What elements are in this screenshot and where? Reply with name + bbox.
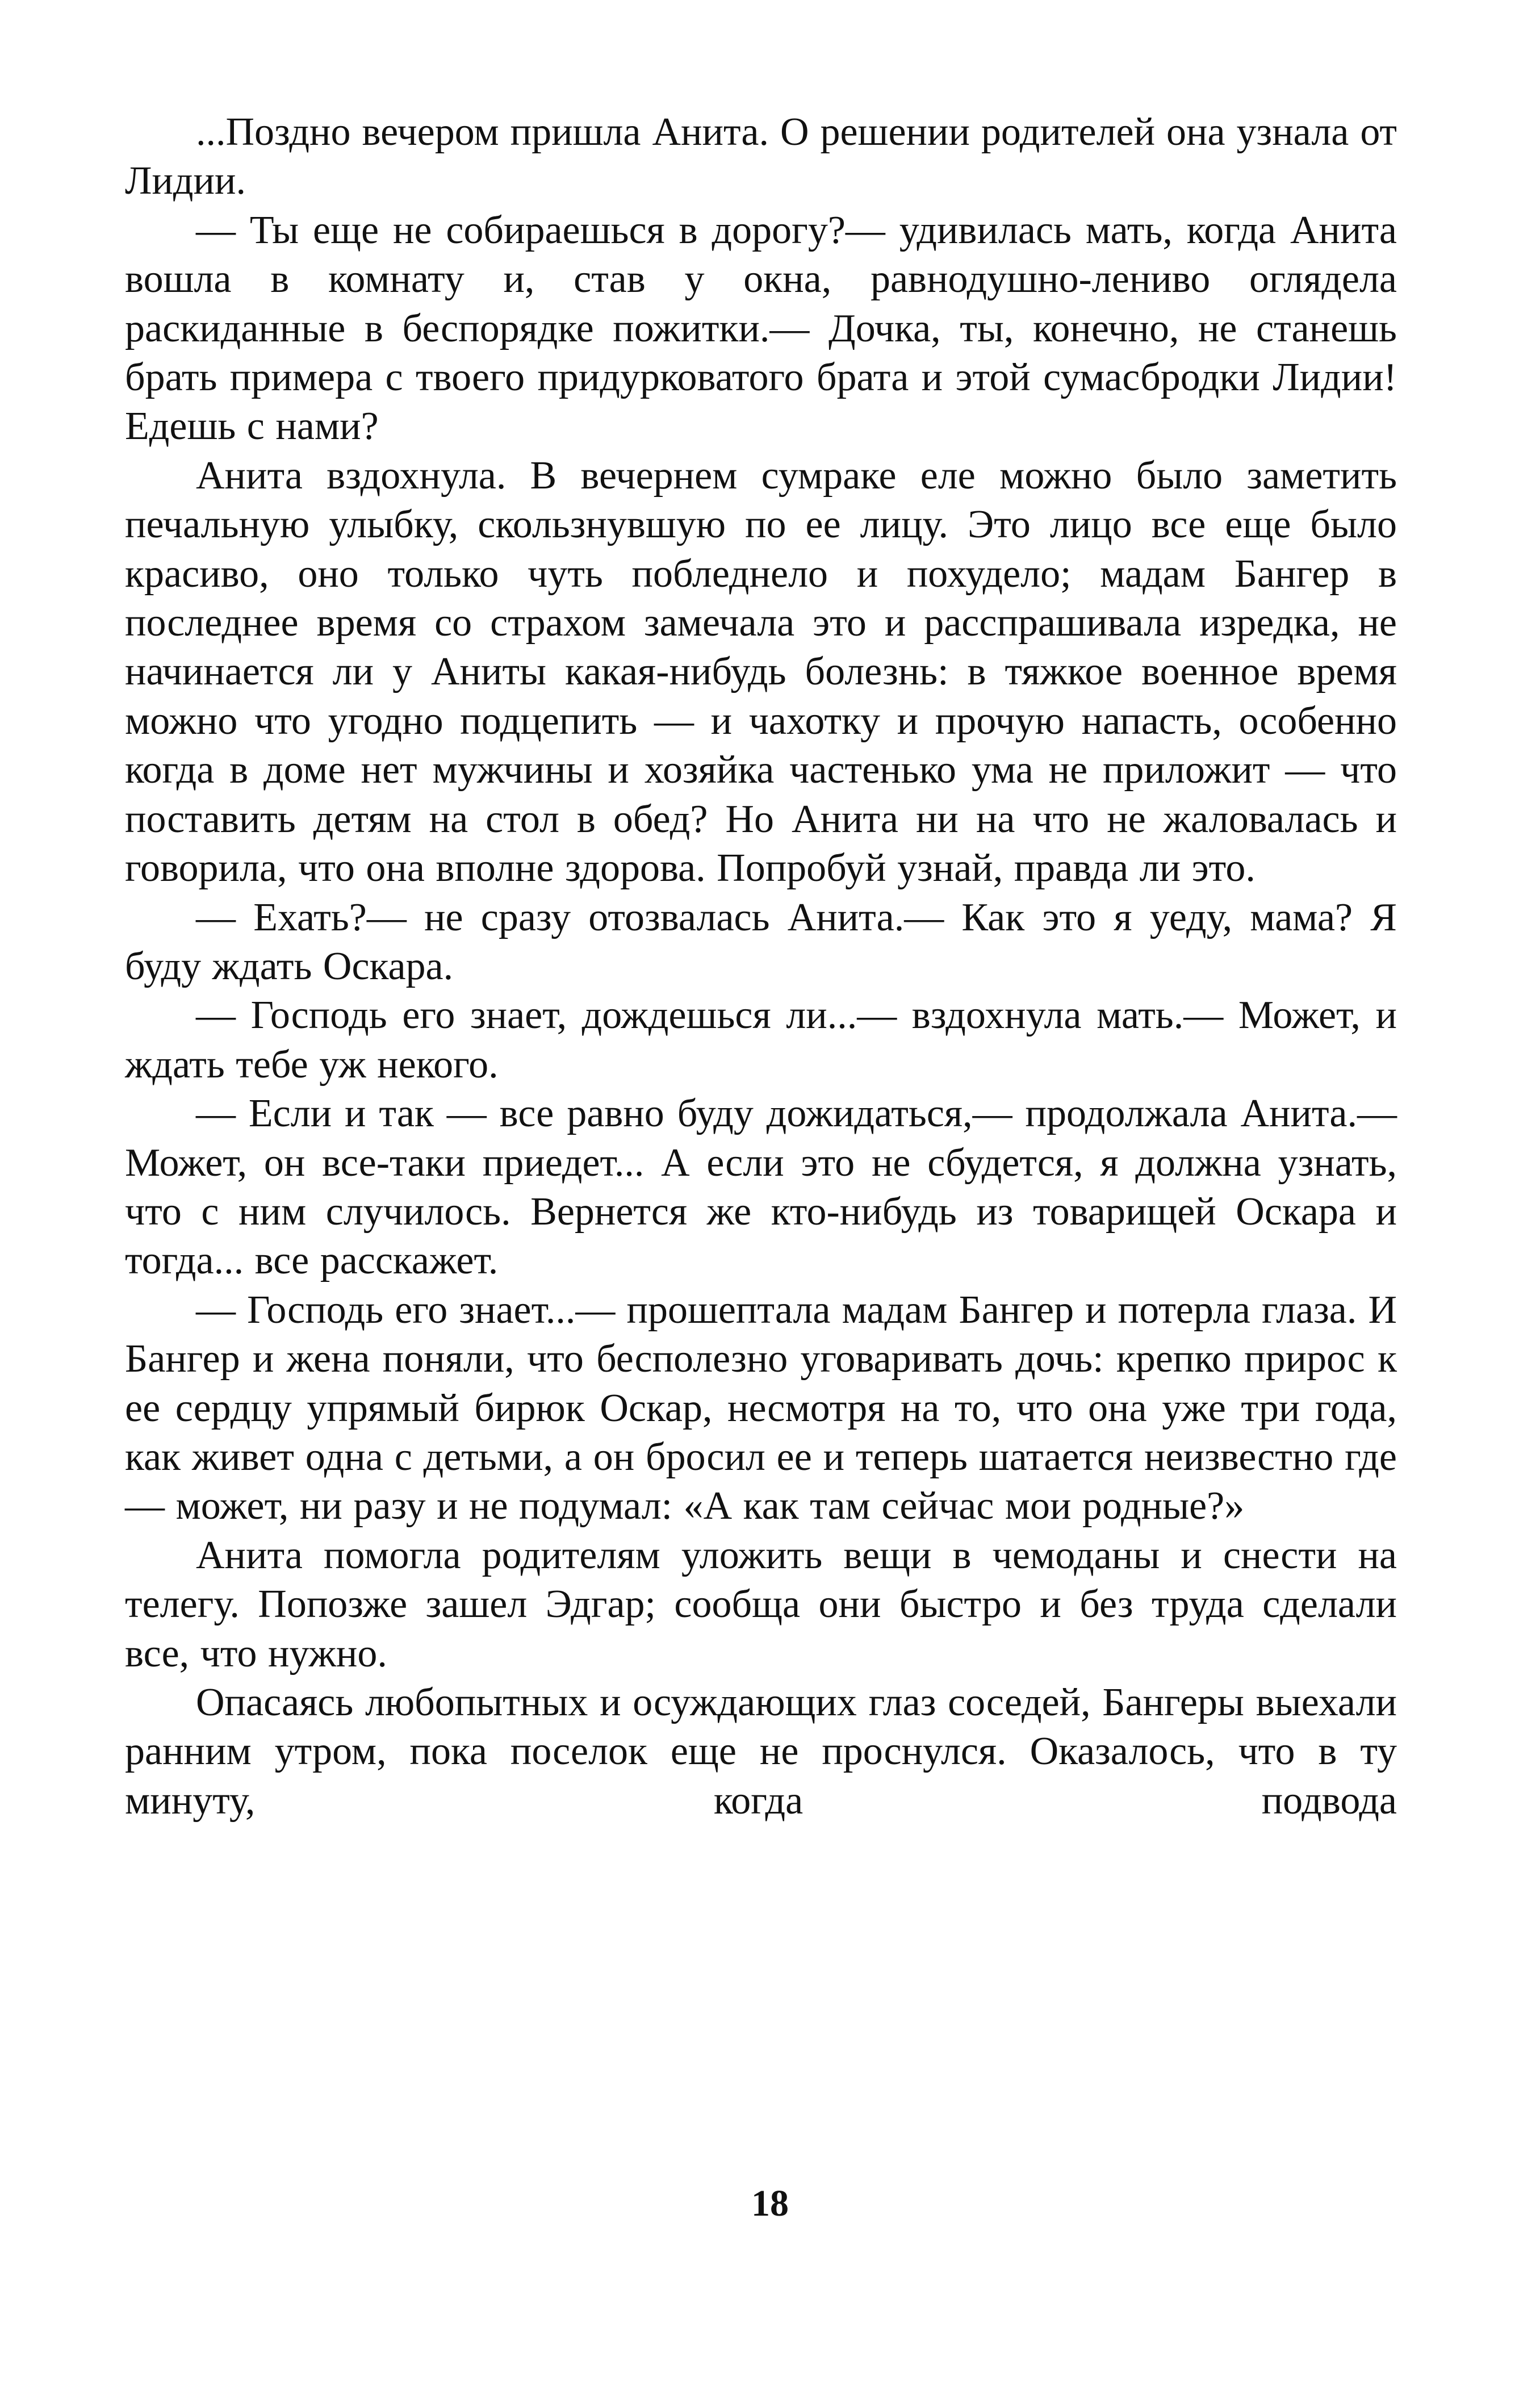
body-text — [125, 108, 1397, 1825]
page-number: 18 — [751, 2183, 789, 2224]
paragraph: — Господь его знает, дождешься ли...— вздохнула мать.— Может, и ждать тебе уж некого. — [125, 993, 1397, 1087]
paragraph: Анита вздохнула. В вечернем сумраке еле можно было заметить печальную улыбку, скользнувшую по ее лицу. Это лицо все еще было красиво, оно только чуть побледнело и похудело; мадам Бангер в последнее время со страхом замечала это и расспрашивала изредка, не начинается ли у Аниты какая-нибудь болезнь: в тяжкое военное время можно что угодно подцепить — и чахотку и прочую напасть, особенно когда в доме нет мужчины и хозяйка частенько ума не приложит — что поставить детям на стол в обед? Но Анита ни на что не жаловалась и говорила, что она вполне здорова. Попробуй узнай, правда ли это. — [125, 453, 1397, 891]
paragraph: — Господь его знает...— прошептала мадам Бангер и потерла глаза. И Бангер и жена поняли, что бесполезно уговаривать дочь: крепко прирос к ее сердцу упрямый бирюк Оскар, несмотря на то, что она уже три года, как живет одна с детьми, а он бросил ее и теперь шатается неизвестно где — может, ни разу и не подумал: «А как там сейчас мои родные?» — [125, 1288, 1397, 1528]
paragraph: — Ехать?— не сразу отозвалась Анита.— Как это я уеду, мама? Я буду ждать Оскара. — [125, 895, 1397, 988]
paragraph: Опасаясь любопытных и осуждающих глаз соседей, Бангеры выехали ранним утром, пока поселок еще не проснулся. Оказалось, что в ту минуту, когда подвода — [125, 1681, 1397, 1823]
paragraph: Анита помогла родителям уложить вещи в чемоданы и снести на телегу. Попозже зашел Эдгар; сообща они быстро и без труда сделали все, что нужно. — [125, 1533, 1397, 1675]
paragraph: ...Поздно вечером пришла Анита. О решении родителей она узнала от Лидии. — [125, 110, 1397, 203]
paragraph: — Ты еще не собираешься в дорогу?— удивилась мать, когда Анита вошла в комнату и, став у окна, равнодушно-лениво оглядела раскиданные в беспорядке пожитки.— Дочка, ты, конечно, не станешь брать примера с твоего придурковатого брата и этой сумасбродки Лидии! Едешь с нами? — [125, 208, 1397, 449]
paragraph: — Если и так — все равно буду дожидаться,— продолжала Анита.— Может, он все-таки приедет... А если это не сбудется, я должна узнать, что с ним случилось. Вернется же кто-нибудь из товарищей Оскара и тогда... все расскажет. — [125, 1092, 1397, 1283]
